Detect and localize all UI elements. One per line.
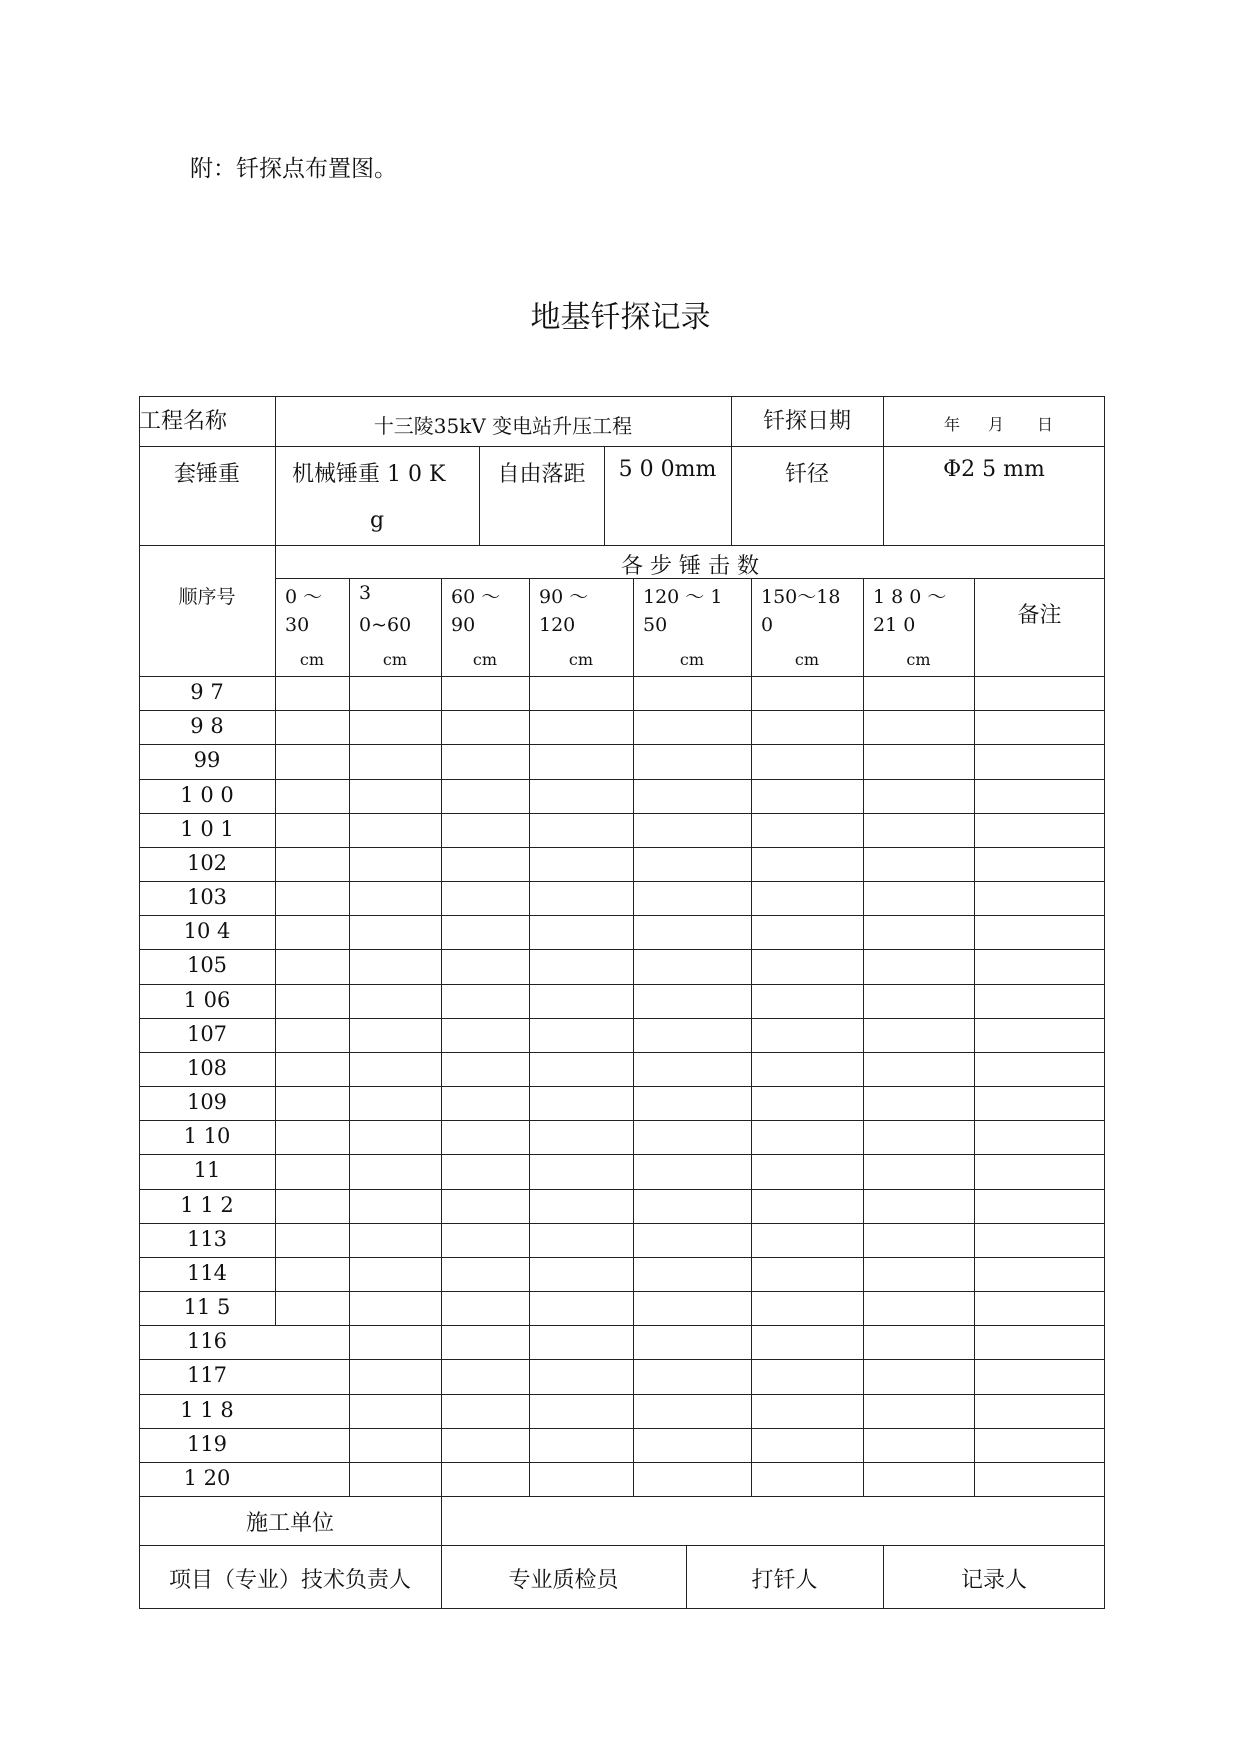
row-number: 116 [186,1329,228,1353]
row-divider [139,1086,1105,1087]
range-header-line1: 0 ～ [285,586,323,608]
range-header-line2: 120 [539,614,576,636]
row-number: 114 [186,1261,228,1285]
driller-label: 打钎人 [751,1568,818,1593]
row-divider [139,1189,1105,1190]
row-divider [139,1428,1105,1429]
date-day: 日 [1037,415,1054,434]
drop-value: 5 0 0mm [618,457,717,482]
row-number: 103 [186,885,228,909]
range-header-line2: 21 0 [873,614,916,636]
range-header-line2: 0 [761,614,774,636]
row-number: 1 20 [183,1466,231,1490]
row-number: 1 1 2 [180,1193,234,1217]
row-divider [139,1018,1105,1019]
row-divider [139,813,1105,814]
row-divider [139,1052,1105,1053]
attachment-note: 附：钎探点布置图。 [190,156,397,182]
row-number: 113 [186,1227,228,1251]
range-header-unit: cm [472,650,498,669]
table-divider [139,545,1105,546]
row-number: 9 8 [190,714,224,738]
range-header-unit: cm [382,650,408,669]
range-header-unit: cm [568,650,594,669]
row-number: 102 [186,851,228,875]
range-header-unit: cm [299,650,325,669]
construction-unit-label: 施工单位 [245,1511,334,1536]
row-number: 1 0 1 [180,817,234,841]
row-divider [139,779,1105,780]
row-divider [139,847,1105,848]
range-header-line1: 1 8 0 ～ [873,586,947,608]
date-month: 月 [988,415,1005,434]
remark-label: 备注 [1017,603,1062,628]
project-label: 工程名称 [139,409,228,434]
range-header-unit: cm [679,650,705,669]
date-year: 年 [944,415,961,434]
range-header-line1: 60 ～ [451,586,501,608]
row-number: 11 [193,1158,221,1182]
range-header-line2: 50 [643,614,668,636]
row-number: 99 [193,748,221,772]
row-divider [139,1120,1105,1121]
range-header-line1: 3 [359,582,372,604]
row-divider [139,1154,1105,1155]
table-divider [139,1545,1105,1546]
range-header-unit: cm [906,650,931,669]
row-divider [139,1223,1105,1224]
row-divider [139,1291,1105,1292]
project-value: 十三陵35kV 变电站升压工程 [373,414,633,438]
hammer-label: 套锤重 [173,462,240,487]
row-number: 117 [186,1363,228,1387]
row-divider [139,1462,1105,1463]
row-divider [139,881,1105,882]
diameter-label: 钎径 [784,462,829,487]
row-divider [139,1325,1105,1326]
tech-lead-label: 项目（专业）技术负责人 [168,1568,411,1593]
blows-label: 各 步 锤 击 数 [621,554,759,579]
range-header-line2: 90 [451,614,476,636]
row-number: 11 5 [183,1295,231,1319]
diameter-value: Φ2 5 mm [943,457,1045,482]
range-header-line2: 30 [285,614,310,636]
row-number: 119 [186,1432,228,1456]
row-divider [139,744,1105,745]
table-divider [139,446,1105,447]
range-header-unit: cm [794,650,820,669]
inspector-label: 专业质检员 [508,1568,619,1593]
hammer-value: 机械锤重 1 0 K [292,462,446,487]
date-label: 钎探日期 [762,409,851,434]
range-header-line1: 150～18 [761,586,841,608]
row-number: 1 10 [183,1124,231,1148]
row-divider [139,1394,1105,1395]
row-number: 10 4 [183,919,231,943]
row-number: 105 [186,953,228,977]
row-number: 9 7 [190,680,224,704]
row-number: 108 [186,1056,228,1080]
table-divider [139,1496,1105,1497]
recorder-label: 记录人 [960,1568,1027,1593]
row-number: 1 0 0 [180,783,234,807]
row-divider [139,949,1105,950]
row-number: 1 06 [183,988,231,1012]
row-number: 109 [186,1090,228,1114]
table-divider [275,396,276,1326]
page-title: 地基钎探记录 [530,300,711,335]
seq-label: 顺序号 [178,586,236,608]
row-number: 1 1 8 [180,1398,234,1422]
drop-label: 自由落距 [497,462,586,487]
range-header-line1: 90 ～ [539,586,589,608]
hammer-value-cont: g [369,508,385,533]
table-divider [139,676,1105,677]
range-header-line2: 0~60 [359,614,412,636]
row-divider [139,710,1105,711]
row-number: 107 [186,1022,228,1046]
row-divider [139,1257,1105,1258]
table-divider [441,578,442,1609]
row-divider [139,984,1105,985]
row-divider [139,915,1105,916]
range-header-line1: 120 ～ 1 [643,586,723,608]
row-divider [139,1359,1105,1360]
